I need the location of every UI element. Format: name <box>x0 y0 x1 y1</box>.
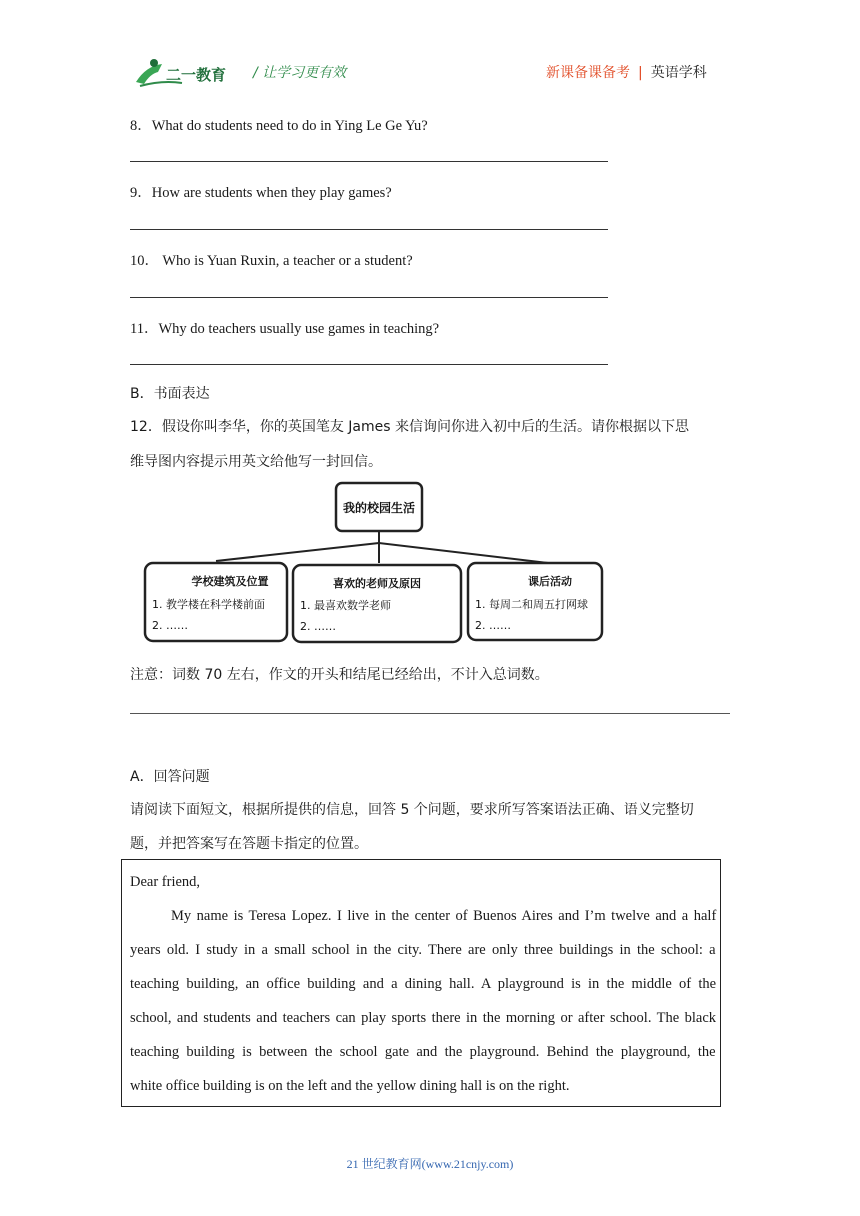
logo-text: 二一教育 <box>166 66 227 84</box>
mind-map <box>140 478 610 648</box>
branch-2-line2: 2. …… <box>300 620 336 633</box>
section-a-title: A．回答问题 <box>130 769 210 785</box>
question-10: 10． Who is Yuan Ruxin, a teacher or a student? <box>130 253 413 269</box>
section-divider <box>130 713 730 714</box>
branch-3-title: 课后活动 <box>528 575 572 588</box>
letter-line-6: white office building is on the left and the yellow dining hall is on the right. <box>130 1078 570 1094</box>
header-subject: 英语学科 <box>650 65 707 81</box>
branch-1-line2: 2. …… <box>152 619 188 632</box>
branch-3-line2: 2. …… <box>475 619 511 632</box>
section-b-title: B．书面表达 <box>130 386 210 402</box>
letter-line-4: school, and students and teachers can play sports there in the morning or after school. The black <box>130 1010 717 1026</box>
answer-line-8 <box>130 161 608 162</box>
writing-note: 注意：词数 70 左右，作文的开头和结尾已经给出，不计入总词数。 <box>130 667 549 683</box>
branch-3-line1: 1. 每周二和周五打网球 <box>475 598 588 611</box>
section-a-instr-1: 请阅读下面短文，根据所提供的信息，回答 5 个问题，要求所写答案语法正确、语义完整切 <box>130 802 694 818</box>
brand-logo <box>132 56 247 90</box>
question-9: 9．How are students when they play games? <box>130 185 392 201</box>
page-footer: 21 世纪教育网(www.21cnjy.com) <box>346 1157 514 1171</box>
header-divider: | <box>638 65 643 81</box>
header-slogan: / 让学习更有效 <box>253 65 347 81</box>
section-a-instr-2: 题，并把答案写在答题卡指定的位置。 <box>130 836 368 852</box>
branch-2-line1: 1. 最喜欢数学老师 <box>300 599 391 612</box>
branch-2-title: 喜欢的老师及原因 <box>333 577 421 590</box>
letter-line-1: My name is Teresa Lopez. I live in the center of Buenos Aires and I’m twelve and a half <box>171 908 717 924</box>
section-b-prompt-2: 维导图内容提示用英文给他写一封回信。 <box>130 454 382 470</box>
letter-line-3: teaching building, an office building and a dining hall. A playground is in the middle of the <box>130 976 717 992</box>
answer-line-9 <box>130 229 608 230</box>
letter-greeting: Dear friend, <box>130 874 201 890</box>
header-course-label: 新课备课备考 <box>546 65 630 81</box>
section-b-prompt-1: 12．假设你叫李华，你的英国笔友 James 来信询问你进入初中后的生活。请你根据以下思 <box>130 419 689 435</box>
letter-line-2: years old. I study in a small school in the city. There are only three buildings in the school: a <box>130 942 716 958</box>
question-11: 11．Why do teachers usually use games in teaching? <box>130 321 440 337</box>
question-8: 8．What do students need to do in Ying Le Ge Yu? <box>130 118 428 134</box>
branch-1-line1: 1. 教学楼在科学楼前面 <box>152 598 265 611</box>
answer-line-11 <box>130 364 608 365</box>
header-right <box>546 62 707 82</box>
mind-map-root: 我的校园生活 <box>342 501 416 515</box>
branch-1-title: 学校建筑及位置 <box>191 575 269 588</box>
letter-line-5: teaching building is between the school gate and the playground. Behind the playground, the <box>130 1044 716 1060</box>
answer-line-10 <box>130 297 608 298</box>
